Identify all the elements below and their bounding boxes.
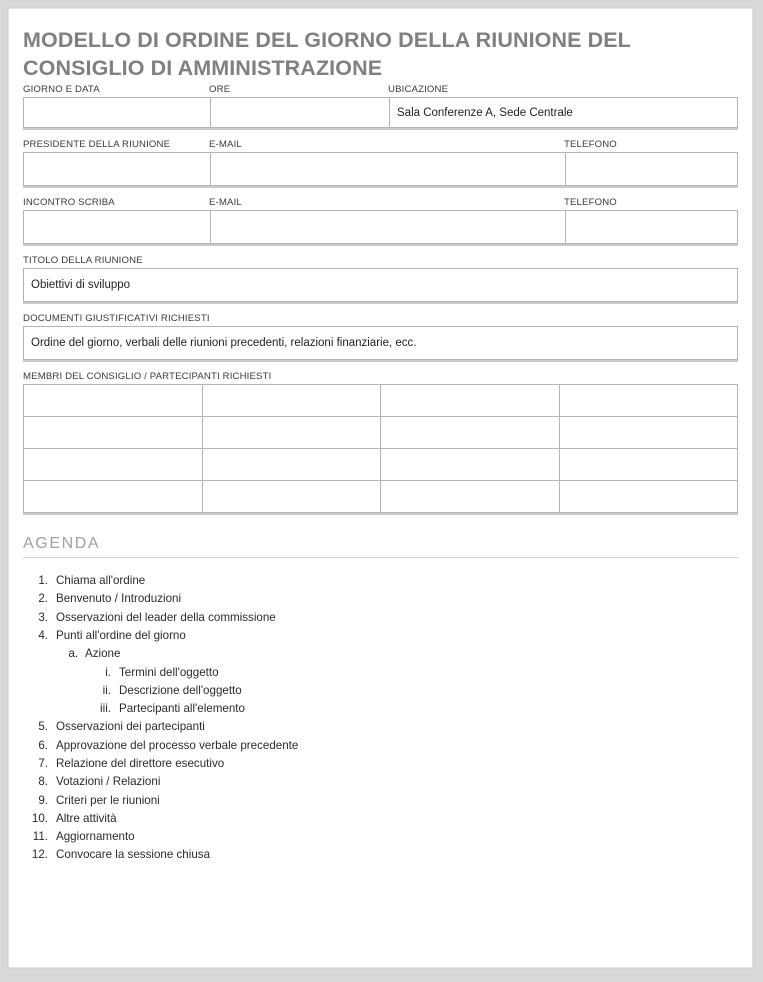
table-row <box>24 385 738 417</box>
labels-row <box>23 369 738 382</box>
agenda-item <box>9 792 752 810</box>
input-meeting-title[interactable]: Obiettivi di sviluppo <box>24 269 737 301</box>
field-group-board-members <box>23 369 738 513</box>
input-row <box>23 210 738 244</box>
agenda-item-marker: 10. <box>31 811 48 825</box>
table-row <box>24 481 738 513</box>
label-scribe-name: INCONTRO SCRIBA <box>23 197 115 209</box>
input-chair-email[interactable] <box>210 153 565 185</box>
agenda-item-marker: 11. <box>32 830 48 844</box>
board-member-cell[interactable] <box>381 417 560 449</box>
agenda-item <box>9 627 752 645</box>
board-member-cell[interactable] <box>381 449 560 481</box>
input-chair-name[interactable] <box>24 153 210 185</box>
agenda-heading: AGENDA <box>23 535 738 558</box>
agenda-item-label: Votazioni / Relazioni <box>56 775 161 789</box>
agenda-item <box>9 700 752 718</box>
agenda-item-marker: 6. <box>38 738 48 752</box>
agenda-item-marker: 12. <box>31 848 48 862</box>
agenda-item <box>9 645 752 663</box>
board-member-cell[interactable] <box>559 385 738 417</box>
agenda-item-label: Convocare la sessione chiusa <box>56 848 211 862</box>
agenda-item-label: Aggiornamento <box>56 830 135 844</box>
agenda-item-marker: 7. <box>38 757 48 770</box>
label-scribe-phone: TELEFONO <box>564 197 617 209</box>
field-group-chairperson <box>23 137 738 186</box>
agenda-item-marker: ii. <box>102 683 111 697</box>
input-required-documents[interactable]: Ordine del giorno, verbali delle riunioni precedenti, relazioni finanziarie, ecc. <box>24 327 737 359</box>
board-members-table-body <box>24 385 738 513</box>
agenda-item-label: Approvazione del processo verbale precedente <box>56 738 299 752</box>
board-member-cell[interactable] <box>202 481 381 513</box>
input-row <box>23 97 738 128</box>
agenda-item <box>9 846 752 864</box>
agenda-item-marker: 9. <box>38 793 48 807</box>
agenda-item-label: Descrizione dell'oggetto <box>119 683 242 697</box>
agenda-item-label: Benvenuto / Introduzioni <box>56 592 182 606</box>
agenda-item <box>9 755 752 773</box>
label-chair-name: PRESIDENTE DELLA RIUNIONE <box>23 139 171 151</box>
agenda-item-marker: 5. <box>38 720 48 734</box>
agenda-item-marker: 8. <box>38 775 48 789</box>
input-location[interactable]: Sala Conferenze A, Sede Centrale <box>389 98 737 127</box>
agenda-item-label: Termini dell'oggetto <box>119 665 219 679</box>
agenda-item <box>9 773 752 791</box>
agenda-item-label: Partecipanti all'elemento <box>119 702 245 716</box>
table-row <box>24 449 738 481</box>
input-row <box>23 152 738 186</box>
field-group-meeting-title <box>23 253 738 302</box>
agenda-item-marker: a. <box>68 647 78 661</box>
board-member-cell[interactable] <box>24 481 203 513</box>
agenda-item <box>9 664 752 682</box>
labels-row <box>23 137 738 150</box>
agenda-item-label: Criteri per le riunioni <box>56 793 160 807</box>
agenda-item <box>9 682 752 700</box>
label-chair-phone: TELEFONO <box>564 139 617 151</box>
agenda-item-label: Osservazioni del leader della commissione <box>56 610 276 624</box>
board-member-cell[interactable] <box>24 449 203 481</box>
board-member-cell[interactable] <box>24 417 203 449</box>
board-member-cell[interactable] <box>559 449 738 481</box>
agenda-item-marker: iii. <box>100 702 111 716</box>
input-scribe-phone[interactable] <box>565 211 737 243</box>
label-meeting-title: TITOLO DELLA RIUNIONE <box>23 255 143 267</box>
agenda-item-label: Relazione del direttore esecutivo <box>56 757 225 770</box>
agenda-item <box>9 828 752 846</box>
labels-row <box>23 311 738 324</box>
agenda-item-marker: i. <box>105 665 111 679</box>
field-group-day-hours-location <box>23 82 738 128</box>
label-board-members: MEMBRI DEL CONSIGLIO / PARTECIPANTI RICHIESTI <box>23 371 272 383</box>
label-hours: ORE <box>209 84 231 96</box>
agenda-item <box>9 737 752 755</box>
board-member-cell[interactable] <box>381 481 560 513</box>
labels-row <box>23 253 738 266</box>
agenda-item-marker: 4. <box>38 628 48 642</box>
agenda-item-label: Altre attività <box>56 811 117 825</box>
agenda-item-label: Punti all'ordine del giorno <box>56 628 186 642</box>
input-row <box>23 268 738 302</box>
agenda-item-label: Azione <box>85 647 121 661</box>
board-member-cell[interactable] <box>381 385 560 417</box>
agenda-item-label: Chiama all'ordine <box>56 574 146 588</box>
input-day-date[interactable] <box>24 98 210 127</box>
input-scribe-name[interactable] <box>24 211 210 243</box>
board-member-cell[interactable] <box>202 449 381 481</box>
board-member-cell[interactable] <box>202 385 381 417</box>
board-member-cell[interactable] <box>559 481 738 513</box>
agenda-item-marker: 1. <box>38 574 48 588</box>
labels-row <box>23 195 738 208</box>
agenda-item-marker: 3. <box>38 610 48 624</box>
agenda-item <box>9 609 752 627</box>
agenda-item <box>9 718 752 736</box>
document-page <box>8 8 753 968</box>
input-hours[interactable] <box>210 98 389 127</box>
agenda-item-marker: 2. <box>38 592 48 606</box>
board-member-cell[interactable] <box>559 417 738 449</box>
board-member-cell[interactable] <box>202 417 381 449</box>
board-members-table <box>23 384 738 513</box>
label-scribe-email: E-MAIL <box>209 197 242 209</box>
label-required-documents: DOCUMENTI GIUSTIFICATIVI RICHIESTI <box>23 313 210 325</box>
labels-row <box>23 82 738 95</box>
label-day-date: GIORNO E DATA <box>23 84 100 96</box>
input-scribe-email[interactable] <box>210 211 565 243</box>
page-title: MODELLO DI ORDINE DEL GIORNO DELLA RIUNIONE DEL CONSIGLIO DI AMMINISTRAZIONE <box>23 28 631 80</box>
agenda-item <box>9 810 752 828</box>
input-chair-phone[interactable] <box>565 153 737 185</box>
agenda-list <box>9 572 752 865</box>
agenda-item-label: Osservazioni dei partecipanti <box>56 720 205 734</box>
agenda-item <box>9 572 752 590</box>
label-chair-email: E-MAIL <box>209 139 242 151</box>
label-location: UBICAZIONE <box>388 84 449 96</box>
table-row <box>24 417 738 449</box>
board-member-cell[interactable] <box>24 385 203 417</box>
agenda-item <box>9 590 752 608</box>
field-group-required-documents <box>23 311 738 360</box>
field-group-scribe <box>23 195 738 244</box>
input-row <box>23 326 738 360</box>
